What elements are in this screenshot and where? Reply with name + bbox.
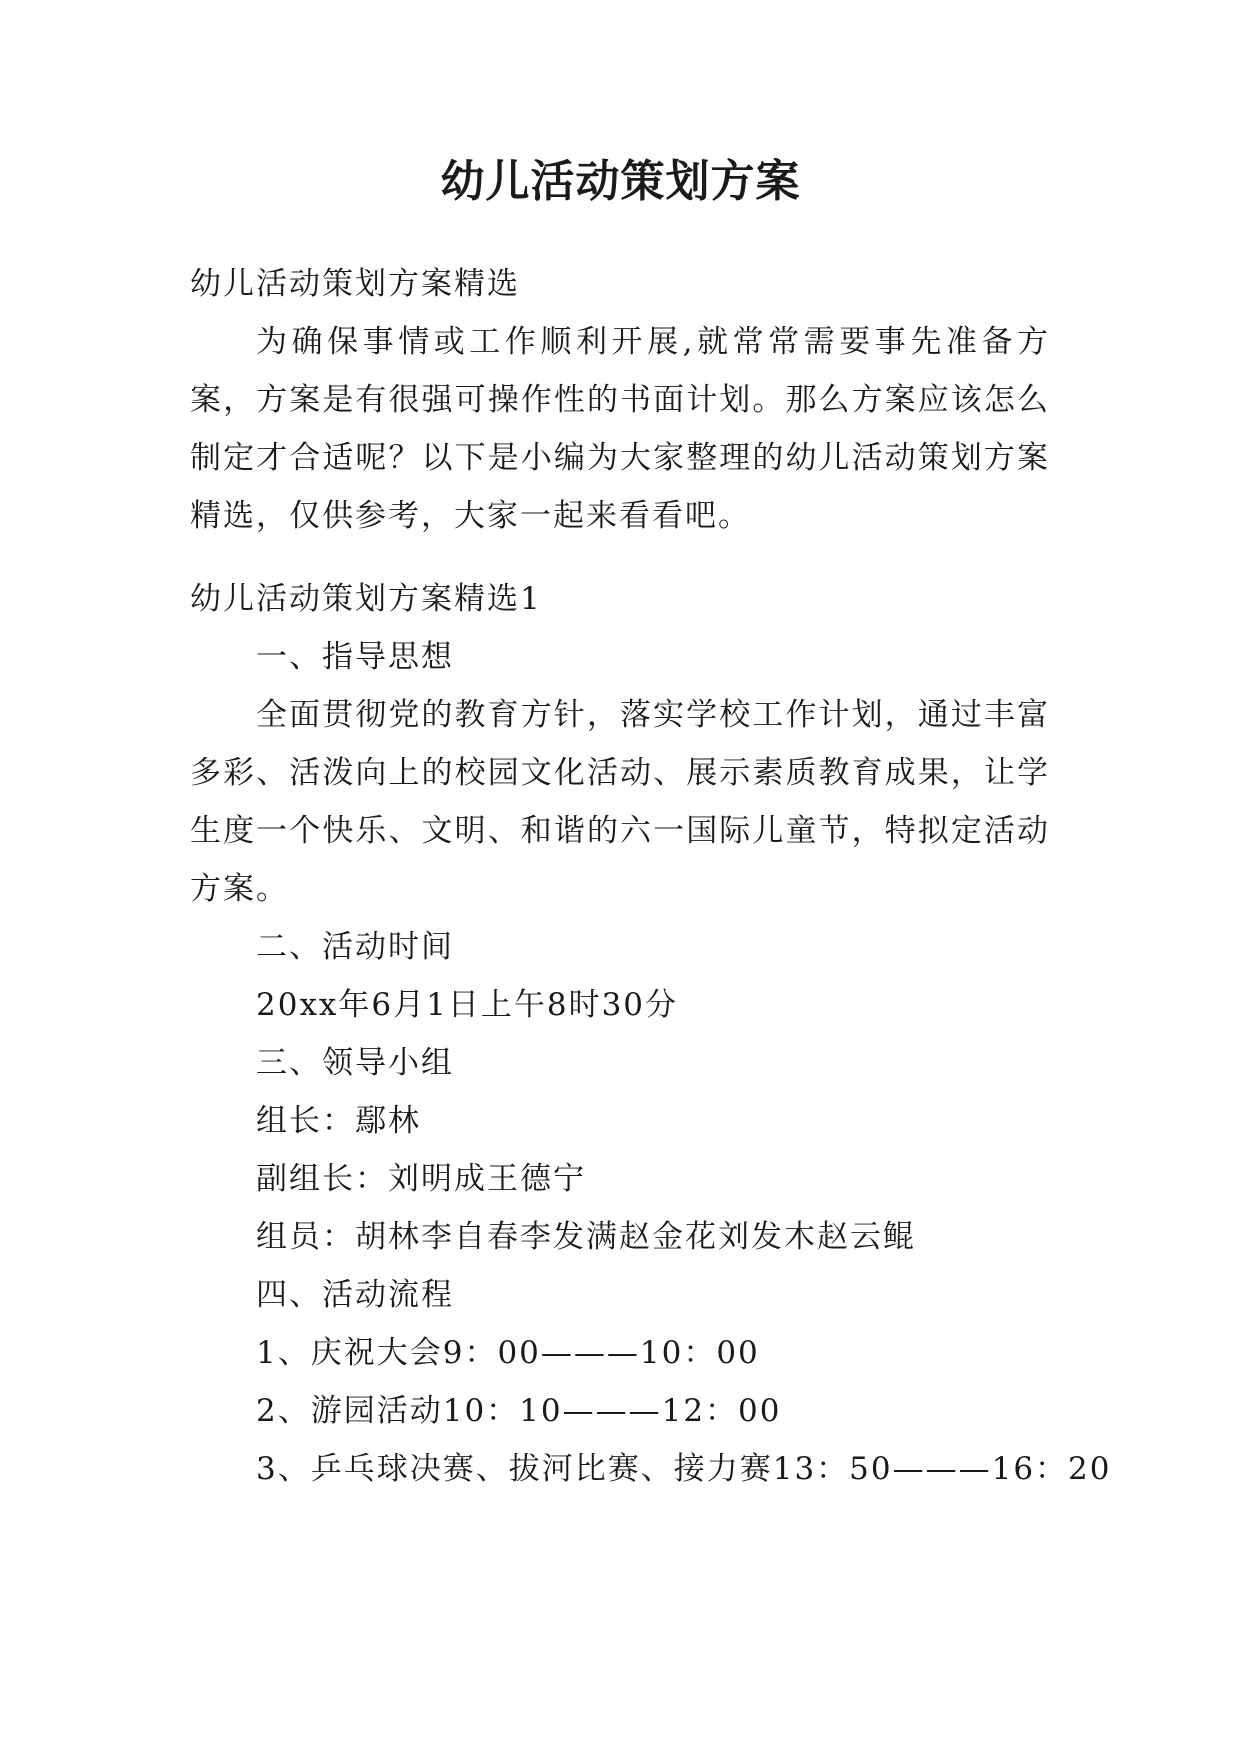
flow-item-2: 2、游园活动10：10———12：00 [256,1393,782,1429]
intro-block [190,255,1050,545]
guiding-thought-paragraph: 全面贯彻党的教育方针，落实学校工作计划，通过丰富多彩、活泼向上的校园文化活动、展示素质教育成果，让学生度一个快乐、文明、和谐的六一国际儿童节，特拟定活动方案。 [190,697,1050,907]
deputy-group-leader: 副组长：刘明成王德宁 [256,1161,586,1197]
heading-activity-flow: 四、活动流程 [256,1277,454,1313]
flow-item-3: 3、乒乓球决赛、拔河比赛、接力赛13：50———16：20 [256,1451,1112,1487]
group-leader: 组长：鄢林 [256,1103,421,1139]
document-subtitle: 幼儿活动策划方案精选 [190,266,520,302]
document-title: 幼儿活动策划方案 [440,156,801,207]
intro-paragraph: 为确保事情或工作顺利开展,就常常需要事先准备方案，方案是有很强可操作性的书面计划。那么方案应该怎么制定才合适呢？以下是小编为大家整理的幼儿活动策划方案精选，仅供参考，大家一起来看看吧。 [190,324,1050,534]
heading-guiding-thought: 一、指导思想 [256,639,454,675]
section-title: 幼儿活动策划方案精选1 [190,581,542,617]
flow-item-1: 1、庆祝大会9：00———10：00 [256,1335,760,1371]
heading-activity-time: 二、活动时间 [256,929,454,965]
activity-time-text: 20xx年6月1日上午8时30分 [256,987,679,1023]
group-members: 组员：胡林李自春李发满赵金花刘发木赵云鲲 [256,1219,916,1255]
section-1-block [190,570,1112,1498]
heading-leadership-group: 三、领导小组 [256,1045,454,1081]
